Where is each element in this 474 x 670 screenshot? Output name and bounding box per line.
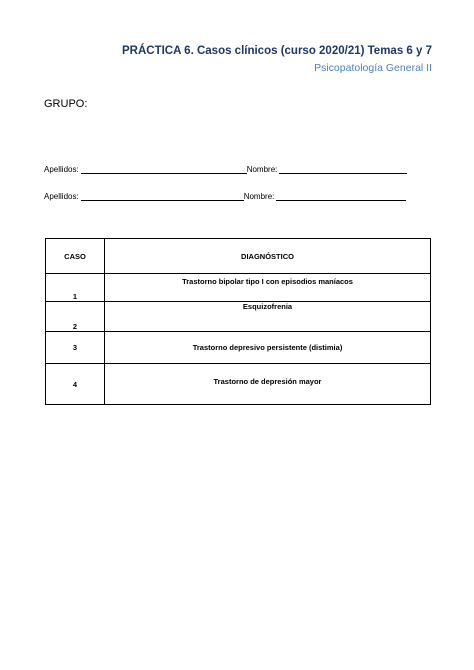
table-row [46,364,431,405]
grupo-label: GRUPO: [44,98,88,110]
apellidos-label: Apellidos: [44,165,79,174]
diagnosis-table [45,238,431,405]
student-fields-row-1 [44,164,407,174]
diagnostico-cell[interactable]: Esquizofrenia [105,302,431,332]
apellidos-blank[interactable] [81,164,247,174]
table-row [46,274,431,302]
nombre-label: Nombre: [243,192,275,201]
diagnostico-cell[interactable]: Trastorno depresivo persistente (distimia) [105,332,431,364]
caso-cell: 2 [46,302,105,332]
apellidos-blank[interactable] [81,191,244,201]
document-subtitle: Psicopatología General II [314,62,432,74]
nombre-label: Nombre: [246,165,278,174]
diagnostico-cell[interactable]: Trastorno bipolar tipo I con episodios maníacos [105,274,431,302]
apellidos-label: Apellidos: [44,192,79,201]
table-header-row [46,239,431,274]
diagnostico-header: DIAGNÓSTICO [105,239,431,274]
table-row [46,302,431,332]
caso-header: CASO [46,239,105,274]
nombre-blank[interactable] [279,164,407,174]
caso-cell: 1 [46,274,105,302]
document-title: PRÁCTICA 6. Casos clínicos (curso 2020/21) Temas 6 y 7 [122,45,432,57]
caso-cell: 3 [46,332,105,364]
caso-cell: 4 [46,364,105,405]
table-row [46,332,431,364]
nombre-blank[interactable] [276,191,406,201]
student-fields-row-2 [44,191,406,201]
diagnostico-cell[interactable]: Trastorno de depresión mayor [105,364,431,405]
